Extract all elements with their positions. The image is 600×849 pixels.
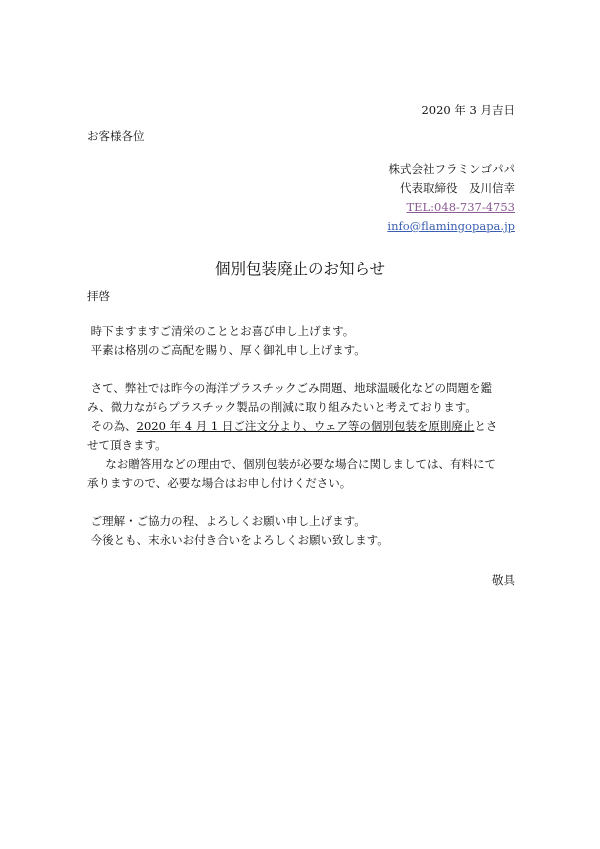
document-title: 個別包装廃止のお知らせ bbox=[214, 260, 386, 278]
sender-block bbox=[387, 160, 515, 236]
body-text: 平素は格別のご高配を賜り、厚く御礼申し上げます。 bbox=[90, 343, 366, 357]
body-line bbox=[87, 417, 517, 436]
body-text: 今後とも、末永いお付き合いをよろしくお願い致します。 bbox=[90, 533, 389, 547]
body-line bbox=[87, 379, 517, 398]
body-text: なお贈答用などの理由で、個別包装が必要な場合に関しましては、有料にて bbox=[105, 457, 497, 471]
salutation: 拝啓 bbox=[87, 289, 110, 303]
letter-body bbox=[87, 322, 517, 550]
body-line bbox=[87, 455, 517, 474]
body-line: 承りますので、必要な場合はお申し付けください。 bbox=[87, 476, 352, 490]
sender-company: 株式会社フラミンゴパパ bbox=[388, 162, 515, 176]
body-line bbox=[87, 322, 517, 341]
addressee: お客様各位 bbox=[87, 129, 145, 143]
body-text: とさ bbox=[474, 419, 498, 433]
sender-representative: 代表取締役 及川信幸 bbox=[400, 181, 515, 195]
body-line bbox=[87, 512, 517, 531]
sender-email bbox=[387, 217, 515, 236]
closing: 敬具 bbox=[492, 573, 515, 587]
sender-tel bbox=[387, 198, 515, 217]
body-text: さて、弊社では昨今の海洋プラスチックごみ問題、地球温暖化などの問題を鑑 bbox=[90, 381, 493, 395]
body-line: せて頂きます。 bbox=[87, 438, 167, 452]
underlined-notice: 2020 年 4 月 1 日ご注文分より、ウェア等の個別包装を原則廃止 bbox=[136, 419, 475, 433]
body-line bbox=[87, 341, 517, 360]
body-text: その為、 bbox=[90, 419, 137, 433]
body-line bbox=[87, 531, 517, 550]
body-line: み、微力ながらプラスチック製品の削減に取り組みたいと考えております。 bbox=[87, 400, 477, 414]
body-text: 時下ますますご清栄のこととお喜び申し上げます。 bbox=[90, 324, 355, 338]
email-link[interactable]: info@flamingopapa.jp bbox=[387, 219, 515, 233]
letter-date: 2020 年 3 月吉日 bbox=[421, 103, 515, 117]
body-text: ご理解・ご協力の程、よろしくお願い申し上げます。 bbox=[90, 514, 366, 528]
tel-link[interactable]: TEL:048-737-4753 bbox=[406, 200, 515, 214]
